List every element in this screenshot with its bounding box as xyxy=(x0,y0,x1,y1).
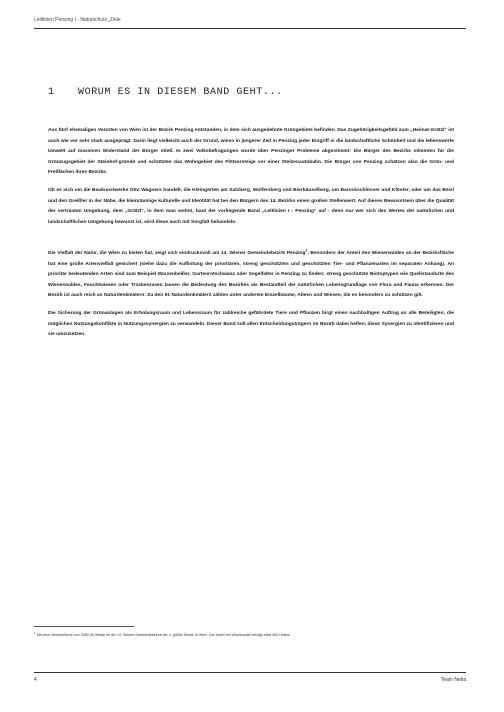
footnote-reference[interactable]: 1 xyxy=(305,248,308,253)
section-title: WORUM ES IN DIESEM BAND GEHT... xyxy=(78,87,283,98)
footnote-rule xyxy=(34,626,134,627)
footnote-mark: 1 xyxy=(34,631,36,635)
paragraph-text: Die Vielfalt der Natur, die Wien zu bieten hat, zeigt sich eindrucksvoll am 14. Wiener Gemeindebezirk Penzing xyxy=(48,251,306,256)
page-number: 4 xyxy=(34,677,37,683)
paragraph: Ob es sich um die Baukunstwerke Otto Wagners handelt, die Kleingärten am Satzberg, Wolfersberg und Bierhäuselberg, um Barockschlösser und Klöster, oder um das Beisl und den Greißler in der Nähe, die kleinräumige kulturelle und Identität hat bei den Bürgern des 14. Bezirks einen großen Stellenwert. Auf dieses Bewusstsein über die Qualität der vertrauten Umgebung, dem „Grätzl“, in dem man wohnt, baut der vorliegende Band „Leitlinien I - Penzing“ auf - denn nur wer sich des Wertes der natürlichen und landschaftlichen Umgebung bewusst ist, wird diese auch mit Sorgfalt behandeln. xyxy=(48,188,454,225)
footer-rule xyxy=(34,672,466,673)
paragraph: Aus fünf ehemaligen Vororten von Wien ist der Bezirk Penzing entstanden, in dem sich ausgedehnte Grüngebiete befinden. Das Zugehörigkeitsgefühl zum „Heimat-Grätzl“ ist auch wie vor sehr stark ausgeprägt. Darin liegt vielleicht auch der Grund, wieso in jüngerer Zeit in Penzing jeder Eingriff in die landschaftliche Schönheit und die lebenswerte Umwelt auf massiven Widerstand der Bürger stieß. In zwei Volksbefragungen wurde über Penzinger Probleme abgestimmt: Die Bürger des Bezirks stimmten für die Grünzugsgebiet der Steinhof-gründe und schützten das Wohngebiet des Flötzersteige vor einer Stelzenautobahn. Die Bürger von Penzing schätzen also die Grün- und Freiflächen ihres Bezirks. xyxy=(48,128,454,175)
header-rule xyxy=(34,28,466,29)
section-heading xyxy=(48,87,283,98)
body-text xyxy=(48,126,454,348)
paragraph-text: . Besonders der Anteil des Wienerwaldes an der Bezirksfläche hat eine große Artenvielfalt gesichert (siehe dazu die Auflistung der prioritären, streng geschützten und geschützten Tier- und Pflanzenarten im separaten Anhang). An prioritär bedeutenden Arten sind zum Beispiel Warzenbeißer, Gartenrotschwanz oder Segelfalter in Penzing zu finden; streng geschützte Biotoptypen wie Quellstandorte des Wienerwaldes, Feuchtwiesen oder Trockenrasen lassen die Bedeutung des Bezirkes als Bestandteil der natürlichen Lebensgrundlage von Flora und Fauna erkennen. Der Bezirk ist auch reich an Naturdenkmälern: Zu den 91 Naturdenkmälern zählen unter anderem Einzelbäume, Alleen und Wiesen, die es besonders zu schützen gilt. xyxy=(48,251,454,298)
running-header: Leitlinien Penzing I - Naturschutz_Ziele xyxy=(34,17,121,23)
footer-team: Team Nefia xyxy=(440,677,466,683)
footnote-text: Mit einer Bezirksfläche von 3382,06 Hektar ist der 14. Wiener Gemeindebezirk der 4. größte Bezirk in Wien. Der Anteil am Wienerwald beträgt etwa 460 Hektar xyxy=(36,633,290,638)
section-number: 1 xyxy=(48,87,55,98)
footnote xyxy=(34,633,464,637)
paragraph: Die Sicherung der Grünanlagen als Erholungsraum und Lebensraum für zahlreiche gefährdete Tiere und Pflanzen birgt einen nachhaltigen Auftrag an alle Beteiligten, die möglichen Nutzungskonflikte in Nutzungssynergien zu verwandeln. Dieser Band soll allen Entscheidungsträgern im Bezirk dabei helfen, diese Synergien zu identifizieren und sie umzusetzen. xyxy=(48,311,454,337)
paragraph xyxy=(48,249,454,302)
